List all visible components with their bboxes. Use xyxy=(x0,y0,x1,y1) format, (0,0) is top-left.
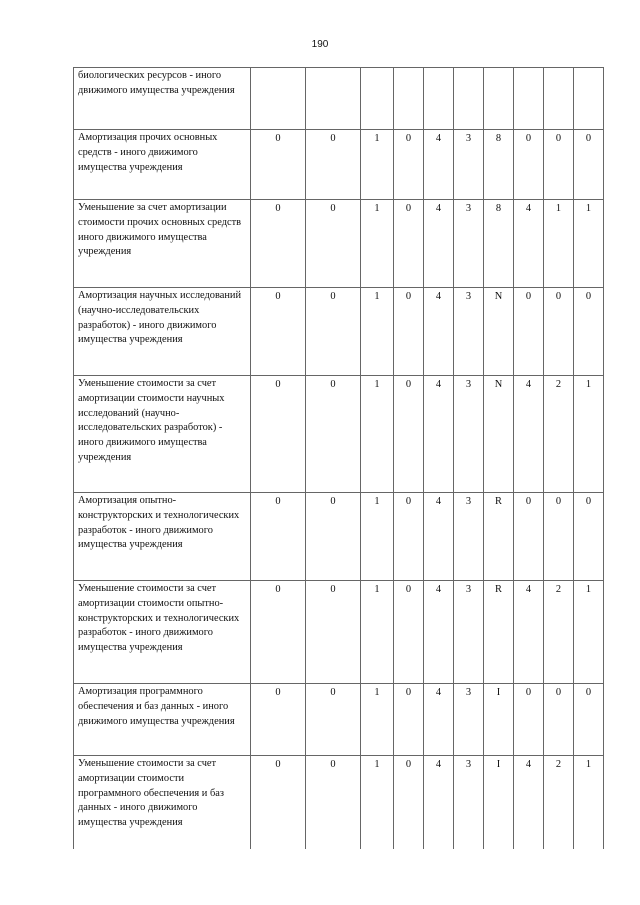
code-digit-cell xyxy=(514,68,544,130)
code-digit-cell: 3 xyxy=(454,288,484,376)
code-digit-cell: 1 xyxy=(361,200,394,288)
table-row xyxy=(74,68,604,130)
code-digit-cell: N xyxy=(484,288,514,376)
code-digit-cell: 1 xyxy=(361,130,394,200)
code-digit-cell: 0 xyxy=(544,288,574,376)
code-digit-cell: 8 xyxy=(484,200,514,288)
code-digit-cell: 1 xyxy=(361,756,394,849)
code-digit-cell xyxy=(394,68,424,130)
code-digit-cell: 8 xyxy=(484,130,514,200)
code-digit-cell: 0 xyxy=(394,130,424,200)
code-digit-cell: 0 xyxy=(251,756,306,849)
code-digit-cell: 0 xyxy=(514,130,544,200)
code-digit-cell: 2 xyxy=(544,376,574,493)
code-digit-cell: 0 xyxy=(544,130,574,200)
code-digit-cell: 0 xyxy=(514,288,544,376)
code-digit-cell xyxy=(574,68,604,130)
code-digit-cell: 4 xyxy=(424,493,454,581)
code-digit-cell: 0 xyxy=(574,130,604,200)
code-digit-cell: 0 xyxy=(306,581,361,684)
code-digit-cell: 0 xyxy=(394,493,424,581)
row-name-cell: Амортизация научных исследований (научно-исследовательских разработок) - иного движимого имущества учреждения xyxy=(74,288,251,376)
code-digit-cell: 1 xyxy=(574,200,604,288)
code-digit-cell: 0 xyxy=(306,493,361,581)
code-digit-cell: 4 xyxy=(424,200,454,288)
code-digit-cell: 0 xyxy=(514,493,544,581)
code-digit-cell: 4 xyxy=(424,684,454,756)
code-digit-cell xyxy=(484,68,514,130)
code-digit-cell: 4 xyxy=(514,200,544,288)
table-row xyxy=(74,130,604,200)
code-digit-cell: 0 xyxy=(306,376,361,493)
code-digit-cell: R xyxy=(484,581,514,684)
row-name-cell: Уменьшение стоимости за счет амортизации стоимости научных исследований (научно-исследовательских разработок) - иного движимого имущества учреждения xyxy=(74,376,251,493)
code-digit-cell: 1 xyxy=(544,200,574,288)
code-digit-cell: 4 xyxy=(514,756,544,849)
code-digit-cell: 3 xyxy=(454,376,484,493)
code-digit-cell: 0 xyxy=(306,130,361,200)
code-digit-cell: 0 xyxy=(394,376,424,493)
table-row xyxy=(74,288,604,376)
code-digit-cell: 4 xyxy=(424,130,454,200)
code-digit-cell: 4 xyxy=(424,756,454,849)
code-digit-cell: 3 xyxy=(454,684,484,756)
code-digit-cell: 0 xyxy=(574,684,604,756)
code-digit-cell: 1 xyxy=(361,376,394,493)
code-digit-cell xyxy=(361,68,394,130)
code-digit-cell xyxy=(306,68,361,130)
table-row xyxy=(74,200,604,288)
account-code-table xyxy=(73,67,604,849)
code-digit-cell: 0 xyxy=(306,756,361,849)
code-digit-cell: 0 xyxy=(394,581,424,684)
table-row xyxy=(74,684,604,756)
table-row xyxy=(74,376,604,493)
code-digit-cell: 3 xyxy=(454,200,484,288)
row-name-cell: Уменьшение стоимости за счет амортизации стоимости программного обеспечения и баз данных - иного движимого имущества учреждения xyxy=(74,756,251,849)
code-digit-cell: 0 xyxy=(251,288,306,376)
code-digit-cell: 1 xyxy=(361,581,394,684)
code-digit-cell: R xyxy=(484,493,514,581)
code-digit-cell: 1 xyxy=(574,376,604,493)
code-digit-cell: 1 xyxy=(574,756,604,849)
code-digit-cell: 0 xyxy=(306,684,361,756)
code-digit-cell: 3 xyxy=(454,493,484,581)
code-digit-cell: 4 xyxy=(514,376,544,493)
code-digit-cell: 2 xyxy=(544,756,574,849)
code-digit-cell: 3 xyxy=(454,756,484,849)
code-digit-cell xyxy=(544,68,574,130)
code-digit-cell xyxy=(424,68,454,130)
code-digit-cell: 0 xyxy=(514,684,544,756)
row-name-cell: Амортизация программного обеспечения и баз данных - иного движимого имущества учреждения xyxy=(74,684,251,756)
code-digit-cell: 1 xyxy=(361,493,394,581)
code-digit-cell: 4 xyxy=(424,581,454,684)
row-name-cell: биологических ресурсов - иного движимого имущества учреждения xyxy=(74,68,251,130)
code-digit-cell: 2 xyxy=(544,581,574,684)
code-digit-cell: 3 xyxy=(454,130,484,200)
code-digit-cell: 0 xyxy=(544,493,574,581)
code-digit-cell: 4 xyxy=(514,581,544,684)
code-digit-cell: 3 xyxy=(454,581,484,684)
code-digit-cell: 0 xyxy=(574,493,604,581)
row-name-cell: Амортизация прочих основных средств - иного движимого имущества учреждения xyxy=(74,130,251,200)
code-digit-cell: 0 xyxy=(574,288,604,376)
code-digit-cell: 1 xyxy=(361,684,394,756)
code-digit-cell: 1 xyxy=(361,288,394,376)
code-digit-cell: 0 xyxy=(251,200,306,288)
row-name-cell: Уменьшение за счет амортизации стоимости прочих основных средств иного движимого имущества учреждения xyxy=(74,200,251,288)
code-digit-cell: 0 xyxy=(251,130,306,200)
table-row xyxy=(74,493,604,581)
code-digit-cell: 4 xyxy=(424,376,454,493)
code-digit-cell: 0 xyxy=(251,376,306,493)
code-digit-cell: 0 xyxy=(251,684,306,756)
code-digit-cell: 4 xyxy=(424,288,454,376)
table-body xyxy=(74,68,604,849)
code-digit-cell: 0 xyxy=(306,200,361,288)
code-digit-cell xyxy=(454,68,484,130)
code-digit-cell: 0 xyxy=(394,756,424,849)
code-digit-cell: 0 xyxy=(251,581,306,684)
code-digit-cell: 0 xyxy=(394,288,424,376)
code-digit-cell: 0 xyxy=(306,288,361,376)
row-name-cell: Уменьшение стоимости за счет амортизации стоимости опытно-конструкторских и технологических разработок - иного движимого имущества учреждения xyxy=(74,581,251,684)
code-digit-cell: I xyxy=(484,756,514,849)
code-digit-cell: 0 xyxy=(251,493,306,581)
table-row xyxy=(74,756,604,849)
code-digit-cell: 0 xyxy=(544,684,574,756)
code-digit-cell: I xyxy=(484,684,514,756)
code-digit-cell: N xyxy=(484,376,514,493)
code-digit-cell xyxy=(251,68,306,130)
code-digit-cell: 0 xyxy=(394,684,424,756)
page-number: 190 xyxy=(311,39,329,50)
row-name-cell: Амортизация опытно-конструкторских и технологических разработок - иного движимого имущества учреждения xyxy=(74,493,251,581)
code-digit-cell: 0 xyxy=(394,200,424,288)
code-digit-cell: 1 xyxy=(574,581,604,684)
table-row xyxy=(74,581,604,684)
